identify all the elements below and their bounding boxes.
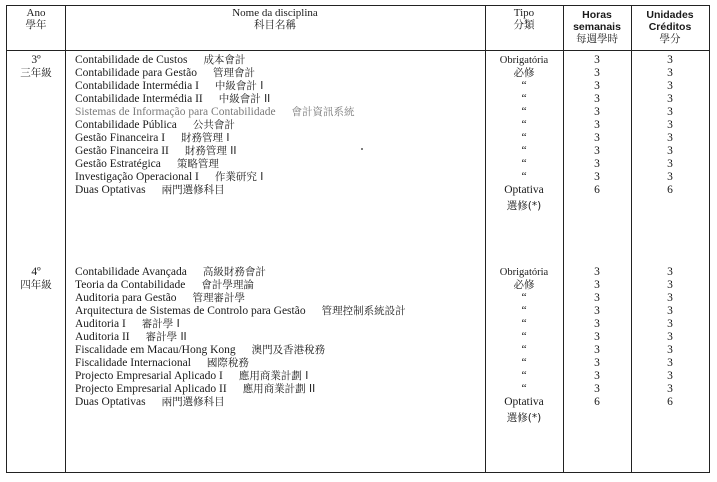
course-units: 3 <box>667 171 673 183</box>
header-type-pt: Tipo <box>513 7 535 19</box>
course-type-label: “ <box>521 357 527 369</box>
course-name-pt: Contabilidade Avançada <box>75 266 187 278</box>
course-row <box>75 158 219 171</box>
course-name-pt: Investigação Operacional I <box>75 171 199 183</box>
course-units: 3 <box>667 279 673 291</box>
course-name-zh: 會計學理論 <box>201 279 254 291</box>
course-name-pt: Gestão Estratégica <box>75 158 161 170</box>
course-type-label: Optativa <box>504 184 544 196</box>
course-units: 3 <box>667 305 673 317</box>
header-hours-pt1: Horas <box>582 9 612 21</box>
course-type-label: “ <box>521 158 527 170</box>
course-row <box>75 106 355 119</box>
course-type <box>485 106 563 119</box>
course-hours: 3 <box>594 292 600 304</box>
course-units: 3 <box>667 67 673 79</box>
course-hours: 3 <box>594 305 600 317</box>
course-units: 3 <box>667 266 673 278</box>
course-type-label: “ <box>521 80 527 92</box>
course-type-label: “ <box>521 145 527 157</box>
course-hours: 3 <box>594 357 600 369</box>
course-hours: 3 <box>594 279 600 291</box>
course-type <box>485 80 563 93</box>
course-row <box>75 171 263 184</box>
course-type <box>485 331 563 344</box>
course-hours: 3 <box>594 158 600 170</box>
course-name-zh: 公共會計 <box>192 119 235 131</box>
course-type-label: “ <box>521 331 527 343</box>
course-hours: 3 <box>594 54 600 66</box>
course-name-pt: Teoria da Contabilidade <box>75 279 186 291</box>
course-row <box>75 292 245 305</box>
course-type <box>485 357 563 370</box>
course-row <box>75 119 235 132</box>
course-units: 3 <box>667 106 673 118</box>
course-row <box>75 396 225 409</box>
course-type <box>485 370 563 383</box>
course-hours: 6 <box>594 184 600 196</box>
course-type-label: 必修 <box>513 279 535 291</box>
course-name-zh: 管理會計 <box>213 67 255 79</box>
course-hours: 6 <box>594 396 600 408</box>
header-name-pt: Nome da disciplina <box>232 7 318 19</box>
course-type-label: “ <box>521 132 527 144</box>
course-row <box>75 383 315 396</box>
course-row <box>75 279 254 292</box>
col-divider-year <box>65 6 66 472</box>
course-type-label: “ <box>521 292 527 304</box>
course-name-zh: 管理審計學 <box>192 292 246 304</box>
year-label <box>7 54 65 80</box>
course-row <box>75 80 263 93</box>
course-row <box>75 318 180 331</box>
course-name-pt: Contabilidade Pública <box>75 119 177 131</box>
year-chinese: 四年級 <box>20 279 52 291</box>
course-row <box>75 266 266 279</box>
course-row <box>75 184 225 197</box>
course-type <box>485 93 563 106</box>
course-name-zh: 中級會計 II <box>218 93 271 105</box>
course-hours: 3 <box>594 119 600 131</box>
header-hours <box>563 6 631 53</box>
course-type <box>485 305 563 318</box>
scan-speck <box>361 148 363 150</box>
course-units: 3 <box>667 318 673 330</box>
course-type <box>485 383 563 396</box>
course-type <box>485 279 563 292</box>
course-type-label: “ <box>521 305 527 317</box>
year-chinese: 三年級 <box>20 67 52 79</box>
course-row <box>75 93 270 106</box>
course-row <box>75 54 245 67</box>
course-units: 3 <box>667 54 673 66</box>
course-type-label: “ <box>521 106 527 118</box>
course-hours: 3 <box>594 106 600 118</box>
course-name-zh: 高級財務會計 <box>202 266 266 278</box>
course-units: 3 <box>667 370 673 382</box>
course-type <box>485 67 563 80</box>
course-row <box>75 145 236 158</box>
header-year-pt: Ano <box>26 7 46 19</box>
course-type <box>485 318 563 331</box>
year-number: 4º <box>31 266 41 278</box>
course-type <box>485 292 563 305</box>
course-type <box>485 158 563 171</box>
course-name-pt: Contabilidade de Custos <box>75 54 188 66</box>
header-name <box>65 6 485 51</box>
course-name-zh: 財務管理 I <box>181 132 230 144</box>
course-type <box>485 132 563 145</box>
header-name-zh: 科目名稱 <box>254 19 296 31</box>
course-name-zh: 兩門選修科目 <box>161 184 225 196</box>
course-hours: 3 <box>594 93 600 105</box>
course-type <box>485 344 563 357</box>
header-units <box>631 6 709 53</box>
course-name-pt: Contabilidade para Gestão <box>75 67 197 79</box>
course-units: 3 <box>667 383 673 395</box>
course-units: 3 <box>667 158 673 170</box>
course-name-zh: 會計資訊系統 <box>291 106 355 118</box>
course-units: 6 <box>667 396 673 408</box>
course-name-pt: Fiscalidade em Macau/Hong Kong <box>75 344 236 356</box>
course-name-pt: Arquitectura de Sistemas de Controlo para Gestão <box>75 305 306 317</box>
course-name-pt: Fiscalidade Internacional <box>75 357 191 369</box>
header-year <box>7 6 65 51</box>
course-name-zh: 中級會計 I <box>214 80 264 92</box>
course-units: 3 <box>667 145 673 157</box>
header-hours-zh: 每週學時 <box>576 33 618 45</box>
course-row <box>75 132 229 145</box>
course-name-zh: 審計學 I <box>141 318 180 330</box>
course-name-zh: 成本會計 <box>203 54 246 66</box>
course-row <box>75 344 325 357</box>
course-name-pt: Auditoria I <box>75 318 126 330</box>
course-name-zh: 策略管理 <box>176 158 219 170</box>
course-units: 3 <box>667 119 673 131</box>
course-name-pt: Contabilidade Intermédia I <box>75 80 199 92</box>
course-type <box>485 145 563 158</box>
course-hours: 3 <box>594 132 600 144</box>
header-units-zh: 學分 <box>659 33 681 45</box>
course-name-pt: Duas Optativas <box>75 184 146 196</box>
course-name-pt: Gestão Financeira I <box>75 132 166 144</box>
course-type-label: “ <box>521 119 527 131</box>
course-type-label: “ <box>521 171 527 183</box>
course-name-pt: Sistemas de Informação para Contabilidade <box>75 106 276 118</box>
course-type <box>485 266 563 279</box>
course-type-label: “ <box>521 318 527 330</box>
course-hours: 3 <box>594 266 600 278</box>
course-name-zh: 兩門選修科目 <box>161 396 225 408</box>
course-type <box>485 396 563 425</box>
course-name-zh: 應用商業計劃 II <box>242 383 316 395</box>
course-name-pt: Projecto Empresarial Aplicado II <box>75 383 227 395</box>
course-units: 3 <box>667 292 673 304</box>
course-name-zh: 澳門及香港稅務 <box>251 344 326 356</box>
course-type-label: “ <box>521 344 527 356</box>
course-type <box>485 119 563 132</box>
course-units: 3 <box>667 357 673 369</box>
course-name-zh: 財務管理 II <box>184 145 237 157</box>
course-name-zh: 應用商業計劃 I <box>238 370 309 382</box>
course-name-pt: Duas Optativas <box>75 396 146 408</box>
course-row <box>75 357 249 370</box>
course-type-label: Obrigatória <box>499 267 549 278</box>
course-type-label: “ <box>521 370 527 382</box>
course-type-label: 必修 <box>513 67 535 79</box>
course-type-label: “ <box>521 383 527 395</box>
course-type <box>485 184 563 213</box>
course-hours: 3 <box>594 370 600 382</box>
course-units: 3 <box>667 132 673 144</box>
course-row <box>75 67 255 80</box>
course-hours: 3 <box>594 318 600 330</box>
course-name-zh: 國際稅務 <box>206 357 249 369</box>
course-name-pt: Projecto Empresarial Aplicado I <box>75 370 223 382</box>
course-name-zh: 管理控制系統設計 <box>321 305 406 317</box>
course-hours: 3 <box>594 344 600 356</box>
header-type-zh: 分類 <box>513 19 535 31</box>
course-type <box>485 54 563 67</box>
header-year-zh: 學年 <box>25 19 47 31</box>
course-name-zh: 作業研究 I <box>214 171 264 183</box>
course-type-label: Optativa <box>504 396 544 408</box>
course-type-label: “ <box>521 93 527 105</box>
course-units: 3 <box>667 331 673 343</box>
course-hours: 3 <box>594 171 600 183</box>
course-units: 3 <box>667 93 673 105</box>
course-hours: 3 <box>594 331 600 343</box>
course-name-pt: Contabilidade Intermédia II <box>75 93 203 105</box>
course-hours: 3 <box>594 67 600 79</box>
course-hours: 3 <box>594 80 600 92</box>
course-type-label: Obrigatória <box>499 55 549 66</box>
course-hours: 3 <box>594 383 600 395</box>
header-type <box>485 6 563 51</box>
course-row <box>75 305 406 318</box>
course-name-pt: Gestão Financeira II <box>75 145 169 157</box>
year-label <box>7 266 65 292</box>
course-name-pt: Auditoria para Gestão <box>75 292 177 304</box>
course-type-label-zh: 選修(*) <box>506 200 542 212</box>
course-units: 6 <box>667 184 673 196</box>
course-row <box>75 331 187 344</box>
course-type-label-zh: 選修(*) <box>506 412 542 424</box>
header-units-pt2: Créditos <box>648 21 692 33</box>
course-name-pt: Auditoria II <box>75 331 130 343</box>
course-units: 3 <box>667 344 673 356</box>
curriculum-table <box>6 5 710 473</box>
year-number: 3º <box>31 54 41 66</box>
header-units-pt1: Unidades <box>646 9 694 21</box>
course-hours: 3 <box>594 145 600 157</box>
header-hours-pt2: semanais <box>573 21 621 33</box>
course-row <box>75 370 308 383</box>
course-type <box>485 171 563 184</box>
course-name-zh: 審計學 II <box>145 331 187 343</box>
course-units: 3 <box>667 80 673 92</box>
